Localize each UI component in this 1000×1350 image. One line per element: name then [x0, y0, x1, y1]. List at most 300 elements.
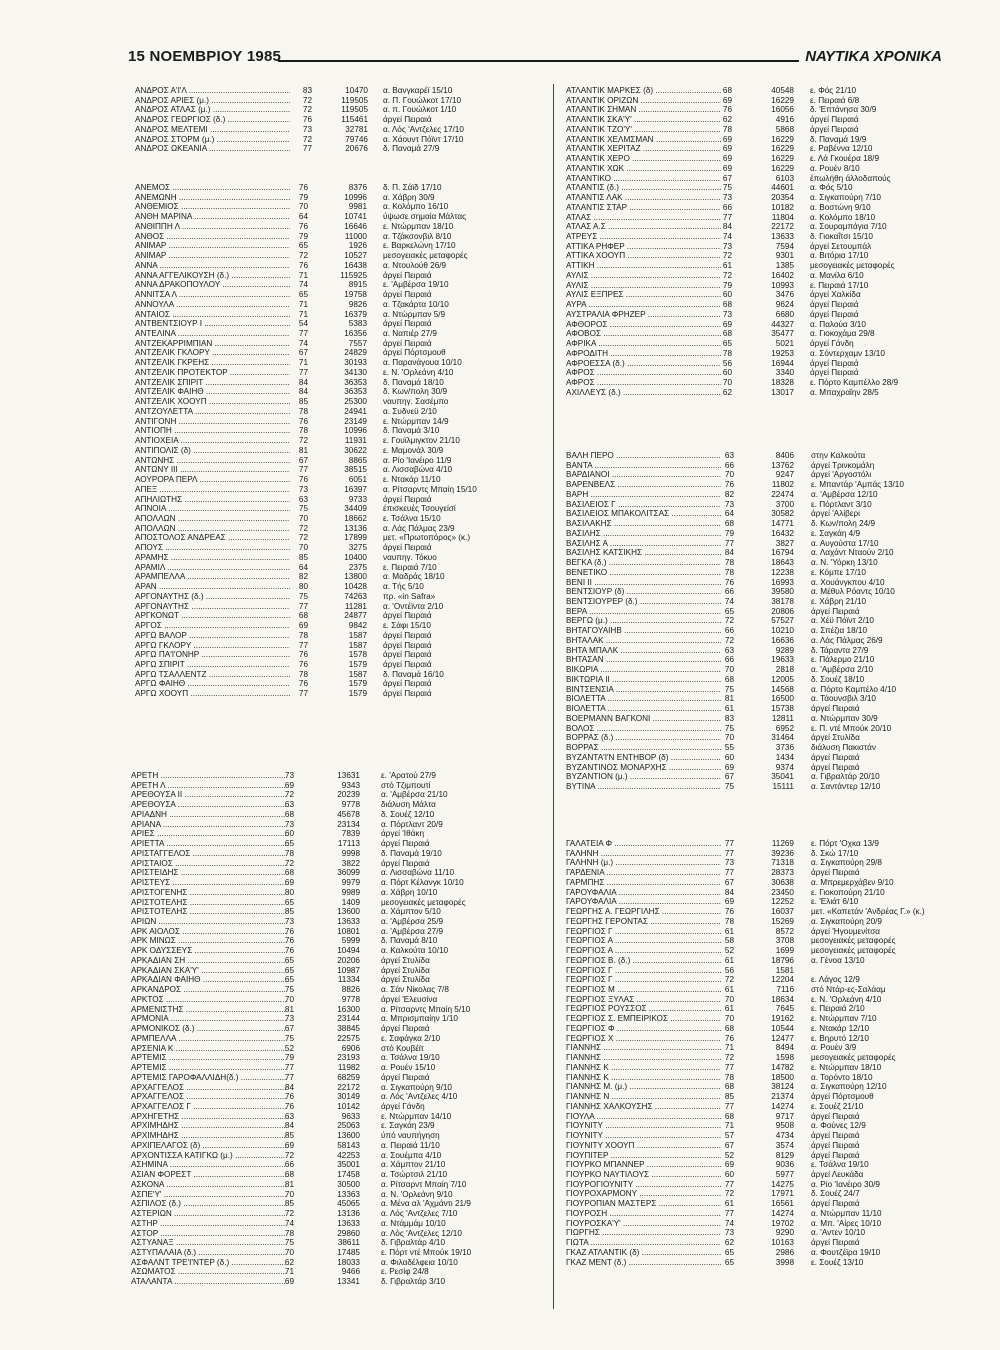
ship-tonnage: 9374 [775, 762, 794, 772]
ship-tonnage: 9343 [341, 780, 360, 790]
ship-tonnage: 16037 [771, 907, 794, 917]
ship-year: 57 [724, 1131, 734, 1141]
ship-year: 79 [724, 528, 734, 538]
ship-name: ΑΡΙΣΤΑΙΟΣ ..... [131, 859, 286, 869]
ship-tonnage: 35477 [771, 329, 794, 339]
ship-position: α. Συδνεϋ 2/10 [383, 406, 437, 416]
ship-position: ε. Μπαντάρ 'Αμπάς 13/10 [811, 480, 904, 490]
ship-tonnage: 25063 [337, 1121, 360, 1131]
ship-year: 72 [298, 533, 308, 543]
ship-year: 74 [298, 280, 308, 290]
ship-position: α. Σιγκαπούρη 7/10 [810, 193, 881, 203]
ship-year: 72 [302, 134, 312, 144]
ship-position: ε. Ντώρμπαν 18/10 [811, 1062, 882, 1072]
ship-position: μεσογειακές μεταφορές [810, 261, 895, 271]
ship-name: ΓΕΩΡΓΙΟΣ Γ ..... [566, 975, 721, 985]
ship-year: 76 [298, 221, 308, 231]
ship-tonnage: 13800 [344, 572, 367, 582]
ship-year: 75 [298, 591, 308, 601]
ship-tonnage: 23450 [771, 887, 794, 897]
ship-year: 77 [724, 1101, 734, 1111]
ship-tonnage: 12477 [771, 1033, 794, 1043]
ship-position: ε. Τσάλνα 15/10 [383, 513, 441, 523]
ship-name: ΑΡΙΑΝΑ ..... [131, 820, 286, 830]
ship-year: 62 [284, 1257, 294, 1267]
ship-year: 78 [298, 669, 308, 679]
ship-year: 78 [298, 406, 308, 416]
ship-tonnage: 16500 [771, 694, 794, 704]
ship-position: άργεί 'Ιθάκη [381, 829, 425, 839]
ship-year: 72 [298, 436, 308, 446]
ship-name: ΑΡΙΣΤΟΤΕΛΗΣ ..... [131, 898, 286, 908]
ship-position: α. Πόρτλαντ 20/9 [381, 819, 443, 829]
ship-year: 65 [724, 1247, 734, 1257]
ship-position: α. Σιγκαπούρη 9/10 [381, 1082, 452, 1092]
ship-year: 80 [298, 582, 308, 592]
ship-name: ΑΤΤΙΚΑ ΡΗΦΕΡ ..... [566, 242, 721, 252]
ship-year: 74 [298, 338, 308, 348]
ship-name: ΒΑΣΙΛΗΣ ΚΑΤΣΙΚΗΣ ..... [566, 548, 721, 558]
ship-year: 69 [722, 95, 732, 105]
ship-year: 67 [298, 455, 308, 465]
ship-tonnage: 23149 [344, 416, 367, 426]
ship-position: α. 'Αμβέρσα 25/9 [381, 917, 444, 927]
ship-position: α. Μπ. 'Αίρες 10/10 [811, 1218, 882, 1228]
ship-tonnage: 8826 [341, 985, 360, 995]
ship-name: ΒΥΖΑΝΤΑ'Ι'Ν ΕΝΤΗΒΟΡ (δ) ..... [566, 753, 721, 763]
ship-name: ΓΙΟΥΠΙΤΕΡ ..... [566, 1151, 721, 1161]
ship-tonnage: 17899 [344, 533, 367, 543]
ship-year: 81 [284, 1179, 294, 1189]
ship-tonnage: 8915 [348, 280, 367, 290]
ship-tonnage: 14274 [771, 1208, 794, 1218]
ship-tonnage: 5021 [775, 339, 794, 349]
ship-name: ΒΕΡΑ ..... [566, 607, 721, 617]
ship-year: 60 [724, 1169, 734, 1179]
ship-name: ΑΡΚΑΔΙΑΝ ΣΚΑ'Υ' ..... [131, 966, 286, 976]
ship-year: 78 [284, 1228, 294, 1238]
ship-position: ε. Σάφι 15/10 [383, 621, 431, 631]
ship-position: ε. Πειραιά 7/10 [383, 562, 437, 572]
ship-year: 78 [722, 124, 732, 134]
ship-position: α. Ν. 'Ορλεάνη 9/10 [381, 1189, 453, 1199]
ship-year: 69 [284, 878, 294, 888]
ship-tonnage: 3340 [775, 368, 794, 378]
ship-year: 65 [284, 955, 294, 965]
ship-position: άργεί Πειραιά [811, 1150, 860, 1160]
ship-tonnage: 22474 [771, 489, 794, 499]
ship-position: άργεί Σετουμπάλ [810, 241, 872, 251]
ship-tonnage: 10993 [771, 280, 794, 290]
ship-tonnage: 9466 [341, 1267, 360, 1277]
ship-position: α. Φουτζέϊρα 19/10 [811, 1247, 881, 1257]
ship-tonnage: 9733 [348, 494, 367, 504]
ship-name: ΓΙΟΥΡΟΣΚΑ'Υ' ..... [566, 1219, 721, 1229]
ship-tonnage: 16397 [344, 484, 367, 494]
ship-year: 77 [724, 1179, 734, 1189]
ship-name: ΑΡΙΣΤΕΙΔΗΣ ..... [131, 868, 286, 878]
ship-name: ΑΡΑΝ ..... [135, 582, 290, 592]
ship-tonnage: 13633 [771, 232, 794, 242]
ship-year: 85 [284, 1199, 294, 1209]
ship-year: 77 [722, 212, 732, 222]
ship-year: 76 [724, 480, 734, 490]
ship-name: ΑΡΑΜΙΛ ..... [135, 563, 290, 573]
ship-tonnage: 38178 [771, 597, 794, 607]
ship-name: ΓΙΟΥΡΟΓΙΟΥΝΙΤΥ ..... [566, 1180, 721, 1190]
ship-position: άργεί Πειραιά [383, 611, 432, 621]
ship-tonnage: 11269 [771, 839, 794, 848]
ship-name: ΑΠΗΛΙΩΤΗΣ ..... [135, 495, 290, 505]
ship-name: ΓΑΡΟΥΦΑΛΙΑ ..... [566, 888, 721, 898]
ship-tonnage: 16229 [771, 95, 794, 105]
ship-tonnage: 16402 [771, 270, 794, 280]
ship-year: 56 [724, 965, 734, 975]
ship-name: ΓΙΑΝΝΗΣ Κ ..... [566, 1073, 721, 1083]
ship-position: μεσογειακές μεταφορές [811, 1053, 896, 1063]
ship-position: α. Σάν Νίκολας 7/8 [381, 985, 449, 995]
ship-name: ΑΠΟΛΛΩΝ ..... [135, 524, 290, 534]
ship-tonnage: 16056 [771, 105, 794, 115]
ship-name: ΓΙΟΥΡΟΣΗ ..... [566, 1209, 721, 1219]
ship-name: ΑΝΔΡΟΣ ΣΤΟΡΜ (μ.) ..... [135, 135, 290, 145]
ship-name: ΑΡΚ ΜΙΝΩΣ ..... [131, 936, 286, 946]
ship-name: ΑΡΙΕΣ ..... [131, 829, 286, 839]
ship-year: 72 [722, 270, 732, 280]
ship-year: 65 [284, 975, 294, 985]
ship-name: ΑΥΡΑ ..... [566, 300, 721, 310]
ship-tonnage: 11802 [771, 480, 794, 490]
ship-year: 62 [722, 115, 732, 125]
ship-position: δ. Κων/πολη 24/9 [811, 519, 876, 529]
ship-tonnage: 22575 [337, 1033, 360, 1043]
ship-tonnage: 17971 [771, 1189, 794, 1199]
ship-position: ε. Τσάλνα 19/10 [811, 1160, 869, 1170]
ship-year: 76 [302, 115, 312, 125]
ship-name: ΒΕΝΤΣΙΟΥΡ (δ) ..... [566, 587, 721, 597]
ship-tonnage: 16229 [771, 163, 794, 173]
ship-name: ΑΣΚΟΝΑ ..... [131, 1180, 286, 1190]
ship-tonnage: 21374 [771, 1092, 794, 1102]
ship-tonnage: 20239 [337, 790, 360, 800]
ship-name: ΑΤΛΑΣ Α.Σ ..... [566, 222, 721, 232]
ship-name: ΑΤΑΛΑΝΤΑ ..... [131, 1277, 286, 1287]
ship-position: α. Λισσαβώνα 11/10 [381, 868, 455, 878]
ship-tonnage: 10987 [337, 965, 360, 975]
ship-year: 74 [722, 232, 732, 242]
ship-tonnage: 19162 [771, 1014, 794, 1024]
ship-year: 77 [724, 839, 734, 848]
ship-year: 63 [284, 800, 294, 810]
ship-position: α. Αυγούστα 17/10 [811, 538, 879, 548]
ship-year: 73 [284, 1014, 294, 1024]
ship-year: 74 [724, 597, 734, 607]
ship-tonnage: 14782 [771, 1062, 794, 1072]
ship-position: α. Ν. 'Υόρκη 13/10 [811, 558, 878, 568]
ship-year: 68 [724, 1111, 734, 1121]
ship-position: α. Τζάκσονβιλ 8/10 [383, 231, 452, 241]
ship-tonnage: 12005 [771, 674, 794, 684]
ship-year: 71 [298, 309, 308, 319]
ship-position: άργεί 'Αργοστόλι [811, 470, 872, 480]
ship-tonnage: 23144 [337, 1014, 360, 1024]
ship-name: ΒΑΣΙΛΑΚΗΣ ..... [566, 519, 721, 529]
ship-year: 64 [298, 562, 308, 572]
ship-position: ε. Πόρτλαντ 3/10 [811, 499, 872, 509]
ship-position: α. Σιγκαπούρη 12/10 [811, 1082, 887, 1092]
ship-tonnage: 36353 [344, 387, 367, 397]
ship-tonnage: 1587 [348, 630, 367, 640]
ship-name: ΑΦΡΙΚΑ ..... [566, 339, 721, 349]
ship-year: 77 [298, 465, 308, 475]
ship-tonnage: 20676 [345, 144, 368, 154]
ship-position: άργεί Χαλκίδα [810, 290, 861, 300]
ship-name: ΑΝΕΜΟΣ ..... [135, 183, 290, 193]
ship-year: 72 [724, 635, 734, 645]
ship-name: ΑΝΤΩΝΗΣ ..... [135, 456, 290, 466]
ship-position: άργεί Πειραιά [381, 839, 430, 849]
ship-name: ΑΡΙΣΤΕΥΣ ..... [131, 878, 286, 888]
ship-year: 68 [724, 674, 734, 684]
ship-position: α. Σαντάντερ 12/10 [811, 781, 881, 791]
ship-name: ΒΙΟΛΕΤΤΑ ..... [566, 704, 721, 714]
ship-tonnage: 11334 [337, 975, 360, 985]
ship-name: ΑΝΤΖΕΛΙΚ ΓΚΛΟΡΥ ..... [135, 348, 290, 358]
issue-date: 15 ΝΟΕΜΒΡΙΟΥ 1985 [128, 48, 282, 65]
ship-tonnage: 6952 [775, 723, 794, 733]
ship-year: 72 [302, 95, 312, 105]
ship-position: ε. Γουϊλμιγκτον 21/10 [383, 436, 460, 446]
ship-name: ΓΕΩΡΓΙΟΣ Σ. ΕΜΠΕΙΡΙΚΟΣ ..... [566, 1014, 721, 1024]
ship-year: 85 [724, 1092, 734, 1102]
ship-year: 60 [284, 829, 294, 839]
ship-name: ΑΝΤΕΛΙΝΑ ..... [135, 329, 290, 339]
ship-year: 69 [284, 1140, 294, 1150]
ship-year: 71 [724, 1043, 734, 1053]
ship-name: ΑΝΤΖΕΛΙΚ ΓΚΡΕΗΣ ..... [135, 358, 290, 368]
ship-tonnage: 12204 [771, 975, 794, 985]
ship-tonnage: 10163 [771, 1238, 794, 1248]
ship-year: 84 [298, 377, 308, 387]
ship-year: 65 [722, 339, 732, 349]
ship-tonnage: 9289 [775, 645, 794, 655]
ship-tonnage: 40548 [771, 86, 794, 95]
ship-name: ΒΗΤΑΣΑΝ ..... [566, 655, 721, 665]
ship-tonnage: 25300 [344, 397, 367, 407]
ship-name: ΑΦΘΟΡΟΣ ..... [566, 320, 721, 330]
ship-position: ε. Ντακάρ 12/10 [811, 1023, 870, 1033]
ship-year: 65 [298, 290, 308, 300]
ship-position: δ. Γιοκαΐτσι 15/10 [810, 232, 873, 242]
ship-year: 68 [284, 1170, 294, 1180]
ship-name: ΓΕΩΡΓΙΟΣ Γ ..... [566, 927, 721, 937]
ship-tonnage: 115925 [340, 270, 367, 280]
ship-name: ΑΝΤΙΟΧΕΙΑ ..... [135, 436, 290, 446]
ship-name: ΑΝΝΑ ΔΡΑΚΟΠΟΥΛΟΥ ..... [135, 280, 290, 290]
ship-name: ΑΝΔΡΟΣ ΜΕΛΤΕΜΙ ..... [135, 125, 290, 135]
ship-year: 71 [298, 270, 308, 280]
ship-name: ΑΤΡΕΥΣ ..... [566, 232, 721, 242]
ship-name: ΓΑΛΗΝΗ ..... [566, 849, 721, 859]
ship-name: ΑΡΕΘΟΥΣΑ ..... [131, 800, 286, 810]
ship-name: ΓΕΩΡΓΙΟΣ Γ ..... [566, 966, 721, 976]
ship-tonnage: 1581 [775, 965, 794, 975]
ship-position: άργεί Γάνδη [810, 339, 854, 349]
ship-tonnage: 1598 [775, 1053, 794, 1063]
ship-year: 54 [298, 319, 308, 329]
ship-tonnage: 34409 [344, 504, 367, 514]
ship-position: α. Γιοκοχάμα 29/8 [810, 329, 875, 339]
ship-year: 68 [298, 611, 308, 621]
ship-position: α. Γένοα 13/10 [811, 955, 865, 965]
ship-name: ΑΝΔΡΟΣ ΑΤΛΑΣ (μ.) ..... [135, 105, 290, 115]
ship-tonnage: 10400 [344, 552, 367, 562]
ship-name: ΓΑΛΗΝΗ (μ.) ..... [566, 858, 721, 868]
ship-year: 70 [284, 994, 294, 1004]
ship-name: ΑΝΤΖΕΛΙΚ ΦΑΙΗΘ ..... [135, 387, 290, 397]
ship-name: ΑΡΚΑΝΔΡΟΣ ..... [131, 985, 286, 995]
ship-year: 78 [722, 348, 732, 358]
ship-tonnage: 7557 [348, 338, 367, 348]
ship-name: ΑΣΤΥΑΝΑΞ ..... [131, 1238, 286, 1248]
ship-position: α. Ντουλούθ 26/9 [383, 260, 447, 270]
ship-tonnage: 3275 [348, 543, 367, 553]
ship-name: ΓΙΩΤΑ ..... [566, 1238, 721, 1248]
ship-year: 76 [724, 577, 734, 587]
ship-tonnage: 10996 [344, 426, 367, 436]
ship-name: ΒΑΣΙΛΗΣ Α ..... [566, 539, 721, 549]
ship-position: άργεί Πειραιά [381, 1024, 430, 1034]
ship-name: ΒΑΛΗ ΠΕΡΟ ..... [566, 451, 721, 461]
ship-name: ΑΠΟΥΣ ..... [135, 543, 290, 553]
ship-name: ΑΝΤΑΙΟΣ ..... [135, 310, 290, 320]
ship-name: ΑΦΟΒΟΣ ..... [566, 329, 721, 339]
ship-position: άργεί Πειραιά [383, 270, 432, 280]
ship-year: 72 [724, 975, 734, 985]
ship-year: 70 [724, 1014, 734, 1024]
ship-position: α. Τορόντο 18/10 [811, 1072, 873, 1082]
ship-position: α. Φός 5/10 [810, 183, 853, 193]
ship-year: 78 [284, 848, 294, 858]
ship-name: ΑΡΧΑΓΓΕΛΟΣ Γ ..... [131, 1102, 286, 1112]
ship-year: 84 [298, 387, 308, 397]
ship-tonnage: 14275 [771, 1179, 794, 1189]
ship-position: ε. Ραβέννα 12/10 [810, 144, 873, 154]
ship-name: ΑΝΤΖΕΚΑΡΡΙΜΠΙΑΝ ..... [135, 339, 290, 349]
ship-year: 64 [298, 212, 308, 222]
ship-position: άργεί Πειραιά [811, 868, 860, 878]
ship-year: 69 [722, 144, 732, 154]
ship-position: δ. Παναμά 19/9 [810, 134, 867, 144]
ship-tonnage: 30149 [337, 1092, 360, 1102]
ship-position: ε. Σουέζ 21/10 [811, 1101, 864, 1111]
ship-name: ΑΡΜΟΝΙΚΟΣ (δ.) ..... [131, 1024, 286, 1034]
ship-name: ΓΕΩΡΓΙΟΣ Χ ..... [566, 1034, 721, 1044]
ship-name: ΑΣΦΑΛΝΤ ΤΡΕ'Ι'ΝΤΕΡ (δ.) ..... [131, 1258, 286, 1268]
ship-position: άργεί Πειραιά [810, 358, 859, 368]
ship-tonnage: 18328 [771, 378, 794, 388]
ship-year: 61 [724, 1199, 734, 1209]
ship-position: δ. Σουέζ 18/10 [811, 674, 865, 684]
ship-tonnage: 9717 [775, 1111, 794, 1121]
ship-position: α. Χουάνγκπου 4/10 [811, 577, 885, 587]
ship-name: ΑΡΙΩΝ ..... [131, 917, 286, 927]
ship-position: ε. 'Ελιάτ 6/10 [811, 897, 859, 907]
ship-tonnage: 24829 [344, 348, 367, 358]
ship-tonnage: 1385 [775, 261, 794, 271]
ship-position: α. Κολόμπο 16/10 [383, 202, 449, 212]
ship-year: 85 [298, 552, 308, 562]
ship-year: 70 [284, 1189, 294, 1199]
ship-year: 70 [724, 665, 734, 675]
ship-tonnage: 35001 [337, 1160, 360, 1170]
ship-tonnage: 20206 [337, 955, 360, 965]
ship-position: α. Ρίο 'Ιανέιρο 11/9 [383, 455, 452, 465]
ship-year: 76 [724, 907, 734, 917]
ship-tonnage: 38515 [344, 465, 367, 475]
ship-name: ΑΝΝΟΥΛΑ ..... [135, 300, 290, 310]
ship-position: α. Τσάλνα 19/10 [381, 1053, 440, 1063]
ship-year: 69 [724, 897, 734, 907]
ship-position: α. Ναπιέρ 27/9 [383, 329, 437, 339]
ship-tonnage: 119505 [341, 105, 368, 115]
ship-position: άργεί Πειραιά [383, 689, 432, 699]
column-divider [553, 84, 554, 1309]
ship-year: 62 [722, 387, 732, 397]
ship-position: ε. Λά Γκουέρα 18/9 [810, 154, 880, 164]
ship-tonnage: 10182 [771, 202, 794, 212]
ship-tonnage: 14274 [771, 1101, 794, 1111]
ship-year: 81 [298, 445, 308, 455]
ship-tonnage: 9633 [341, 1111, 360, 1121]
ship-year: 67 [298, 348, 308, 358]
ship-position: ύψωσε σημαία Μάλτας [383, 212, 467, 222]
ship-year: 69 [298, 621, 308, 631]
ship-year: 76 [284, 1092, 294, 1102]
ship-position: α. Ντάμμάμ 10/10 [381, 1218, 446, 1228]
ship-position: άργεί Στυλίδα [381, 975, 430, 985]
ship-position: α. Μέθυλ Ρόαντς 10/10 [811, 587, 895, 597]
ship-position: άργεί Πειραιά [810, 368, 859, 378]
ship-tonnage: 1587 [348, 640, 367, 650]
ship-tonnage: 11000 [344, 231, 367, 241]
ship-position: άργεί Πειραιά [383, 494, 432, 504]
ship-name: ΒΕΡΓΩ (μ.) ..... [566, 616, 721, 626]
ship-position: α. Λάς Πάλμας 23/9 [383, 523, 455, 533]
ship-year: 73 [722, 309, 732, 319]
ship-name: ΑΡΓΟΣ ..... [135, 621, 290, 631]
ship-name: ΑΝΙΜΑΡ ..... [135, 251, 290, 261]
ship-position: α. Παρανάγουα 10/10 [383, 358, 462, 368]
ship-year: 70 [284, 1247, 294, 1257]
ship-tonnage: 1926 [348, 241, 367, 251]
ship-year: 56 [722, 358, 732, 368]
ship-name: ΑΝΔΡΟΣ ΑΡΙΕΣ (μ.) ..... [135, 96, 290, 106]
ship-year: 85 [284, 907, 294, 917]
ship-name: ΓΕΩΡΓΙΟΣ Α ..... [566, 946, 721, 956]
ship-year: 77 [724, 848, 734, 858]
ship-position: α. π. Γουώλκοτ 1/10 [383, 105, 457, 115]
ship-name: ΑΣΤΕΡΙΩΝ ..... [131, 1209, 286, 1219]
ship-name: ΑΥΛΙΣ ΕΞΠΡΕΣ ..... [566, 290, 721, 300]
ship-name: ΑΤΛΑΝΤΙΚ ΧΕΡΟ ..... [566, 154, 721, 164]
ship-tonnage: 16356 [344, 329, 367, 339]
ship-year: 82 [724, 489, 734, 499]
ship-tonnage: 1587 [348, 669, 367, 679]
ship-position: α. Ρουέν 15/10 [381, 1063, 436, 1073]
ship-position: α. Σόντερχαμν 13/10 [810, 348, 885, 358]
ship-year: 69 [722, 134, 732, 144]
